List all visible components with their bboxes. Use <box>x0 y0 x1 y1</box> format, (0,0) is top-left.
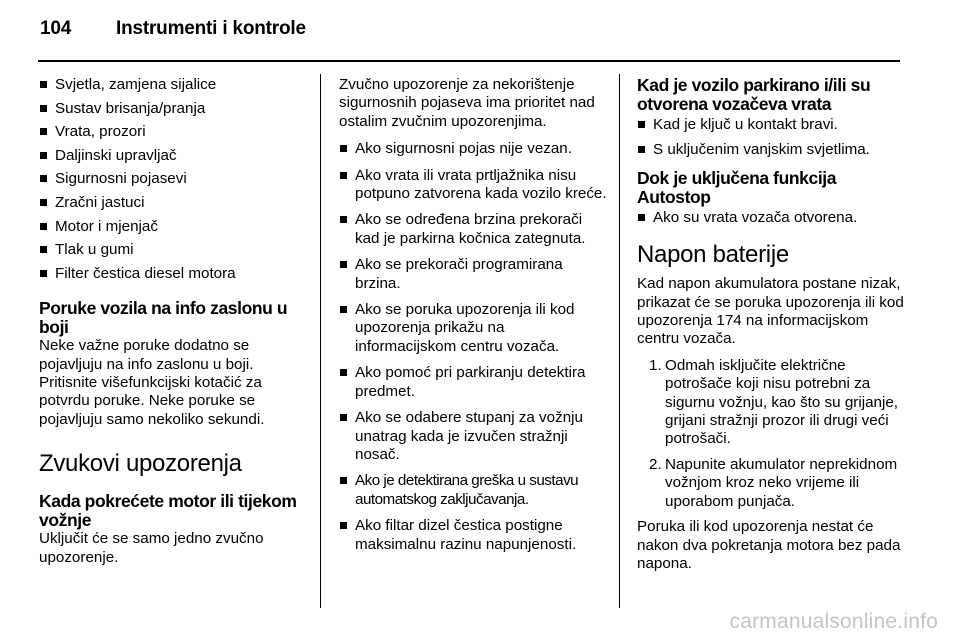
parked-conditions-list <box>637 116 905 160</box>
list-item: Kad je ključ u kontakt bravi. <box>637 116 905 134</box>
list-item: Tlak u gumi <box>39 241 307 259</box>
subheading-info-display: Poruke vozila na info zaslonu u boji <box>39 298 288 338</box>
paragraph-warning-clears: Poruka ili kod upozorenja nestat će nakon dva pokretanja motora bez pada napona. <box>637 518 901 572</box>
column-3 <box>637 76 905 573</box>
list-item: Ako pomoć pri parkiranju detektira predmet. <box>339 364 607 401</box>
list-item: Filter čestica diesel motora <box>39 265 307 283</box>
list-item: Vrata, prozori <box>39 123 307 141</box>
list-item: Ako filtar dizel čestica postigne maksimalnu razinu napunjenosti. <box>339 517 607 554</box>
list-item: Ako je detektirana greška u sustavu automatskog zaključavanja. <box>339 472 607 509</box>
step-text: Napunite akumulator neprekidnom vožnjom kroz neko vrijeme ili uporabom punjača. <box>665 455 898 510</box>
subheading-parked: Kad je vozilo parkirano i/ili su otvorena vozačeva vrata <box>637 75 871 114</box>
list-item: Ako vrata ili vrata prtljažnika nisu potpuno zatvorena kada vozilo kreće. <box>339 167 607 204</box>
list-item: S uključenim vanjskim svjetlima. <box>637 141 905 159</box>
topic-list <box>39 76 307 283</box>
list-item: Zračni jastuci <box>39 194 307 212</box>
list-item: Daljinski upravljač <box>39 147 307 165</box>
watermark: carmanualsonline.info <box>729 610 938 633</box>
autostop-conditions-list <box>637 209 905 227</box>
list-item <box>637 456 905 511</box>
step-number: 1. <box>649 356 662 374</box>
section-title-warning-chimes: Zvukovi upozorenja <box>39 450 242 478</box>
page-title: Instrumenti i kontrole <box>116 18 306 39</box>
list-item: Motor i mjenjač <box>39 218 307 236</box>
paragraph-battery-low: Kad napon akumulatora postane nizak, prikazat će se poruka upozorenja ili kod upozorenja 174 na informacijskom centru vozača. <box>637 275 904 348</box>
column-1 <box>39 76 307 567</box>
list-item: Sigurnosni pojasevi <box>39 170 307 188</box>
list-item: Ako se odabere stupanj za vožnju unatrag kada je izvučen stražnji nosač. <box>339 409 607 464</box>
subheading-engine-start: Kada pokrećete motor ili tijekom vožnje <box>39 491 297 531</box>
list-item: Ako se poruka upozorenja ili kod upozorenja prikažu na informacijskom centru vozača. <box>339 301 607 356</box>
paragraph-engine-start: Uključit će se samo jedno zvučno upozorenje. <box>39 530 264 566</box>
list-item: Ako se prekorači programirana brzina. <box>339 256 607 293</box>
warning-conditions-list <box>339 140 607 554</box>
paragraph-seatbelt-priority: Zvučno upozorenje za nekorištenje sigurnosnih pojaseva ima prioritet nad ostalim zvučnim upozorenjima. <box>339 76 595 130</box>
step-text: Odmah isključite električne potrošače koji nisu potrebni za sigurnu vožnju, kao što su grijanje, grijani stražnji prozor ili drugi veći potrošači. <box>665 356 899 448</box>
column-divider <box>619 74 620 608</box>
step-number: 2. <box>649 455 662 473</box>
column-divider <box>320 74 321 608</box>
column-2 <box>339 76 607 562</box>
page-number: 104 <box>40 18 72 39</box>
header-rule <box>38 60 900 62</box>
section-title-battery-voltage: Napon baterije <box>637 241 789 269</box>
battery-steps-list <box>637 357 905 511</box>
list-item <box>637 357 905 449</box>
list-item: Ako su vrata vozača otvorena. <box>637 209 905 227</box>
page-header <box>40 18 920 40</box>
list-item: Ako sigurnosni pojas nije vezan. <box>339 140 607 158</box>
list-item: Sustav brisanja/pranja <box>39 100 307 118</box>
subheading-autostop: Dok je uključena funkcija Autostop <box>637 167 837 207</box>
list-item: Ako se određena brzina prekorači kad je parkirna kočnica zategnuta. <box>339 211 607 248</box>
list-item: Svjetla, zamjena sijalice <box>39 76 307 94</box>
paragraph-info-display: Neke važne poruke dodatno se pojavljuju na info zaslonu u boji. Pritisnite višefunkcijski kotačić za potvrdu poruke. Neke poruke se pojavljuju samo nekoliko sekundi. <box>39 337 265 428</box>
